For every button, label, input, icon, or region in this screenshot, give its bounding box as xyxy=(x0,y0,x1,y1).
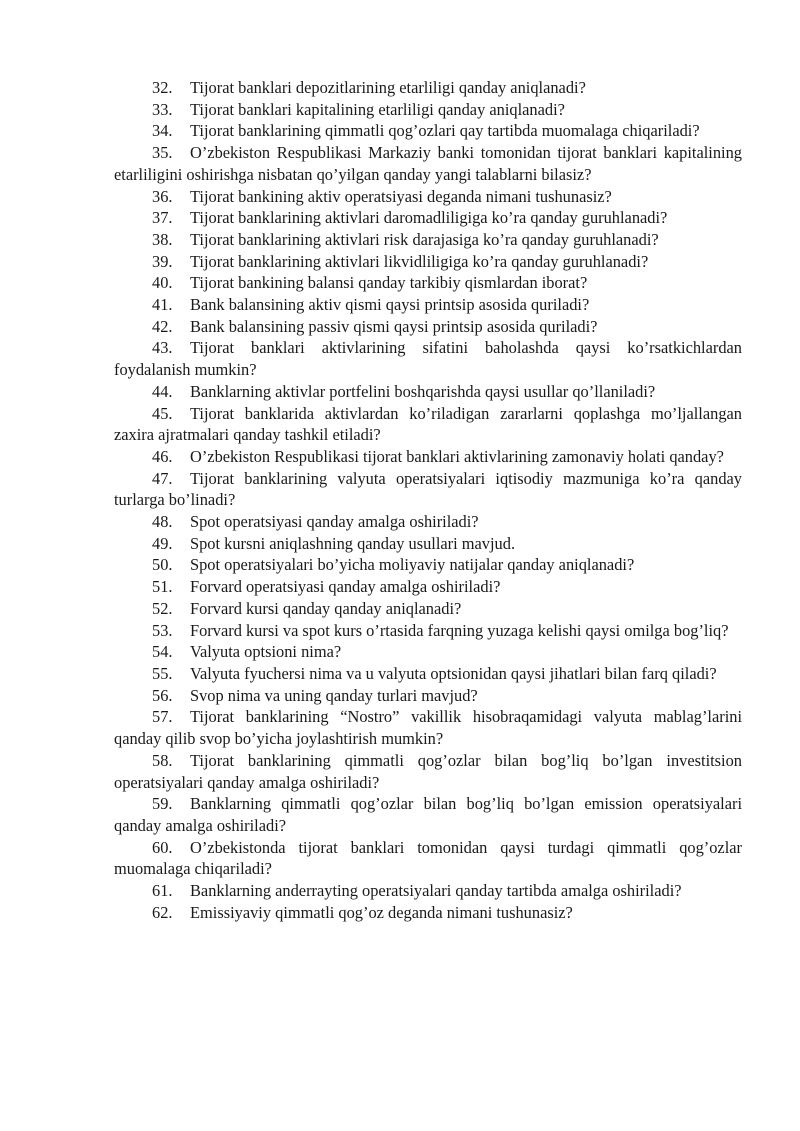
question-item xyxy=(114,793,742,836)
question-number: 47. xyxy=(152,468,173,488)
question-text: Tijorat banklarining aktivlari likvidliligiga ko’ra qanday guruhlanadi? xyxy=(190,251,649,271)
question-item xyxy=(114,446,742,468)
question-item xyxy=(114,120,742,142)
question-number: 62. xyxy=(152,902,173,922)
question-text: Banklarning qimmatli qog’ozlar bilan bog’liq bo’lgan emission operatsiyalari qanday amalga oshiriladi? xyxy=(114,794,742,835)
question-item xyxy=(114,620,742,642)
question-number: 57. xyxy=(152,707,173,727)
question-text: Tijorat banklari kapitalining etarliligi qanday aniqlanadi? xyxy=(190,99,565,119)
question-number: 58. xyxy=(152,750,173,770)
question-number: 56. xyxy=(152,685,173,705)
question-text: Bank balansining passiv qismi qaysi printsip asosida quriladi? xyxy=(190,316,598,336)
question-item xyxy=(114,99,742,121)
question-item xyxy=(114,186,742,208)
question-item xyxy=(114,511,742,533)
question-item xyxy=(114,207,742,229)
question-number: 41. xyxy=(152,295,173,315)
question-number: 61. xyxy=(152,881,173,901)
question-number: 59. xyxy=(152,794,173,814)
question-text: Tijorat banklari depozitlarining etarliligi qanday aniqlanadi? xyxy=(190,78,586,97)
question-item xyxy=(114,337,742,380)
question-number: 49. xyxy=(152,533,173,553)
question-number: 36. xyxy=(152,186,173,206)
question-text: Valyuta optsioni nima? xyxy=(190,642,342,662)
question-item xyxy=(114,880,742,902)
question-number: 34. xyxy=(152,121,173,141)
question-list xyxy=(114,77,742,923)
question-text: Banklarning anderrayting operatsiyalari qanday tartibda amalga oshiriladi? xyxy=(190,881,682,901)
question-item xyxy=(114,576,742,598)
question-text: Emissiyaviy qimmatli qog’oz deganda nimani tushunasiz? xyxy=(190,902,573,922)
question-item xyxy=(114,554,742,576)
question-text: Tijorat banklarining qimmatli qog’ozlar bilan bog’liq bo’lgan investitsion operatsiyalari qanday amalga oshiriladi? xyxy=(114,750,742,792)
question-item xyxy=(114,251,742,273)
question-item xyxy=(114,272,742,294)
question-number: 35. xyxy=(152,143,173,163)
question-item xyxy=(114,663,742,685)
question-text: Bank balansining aktiv qismi qaysi printsip asosida quriladi? xyxy=(190,295,590,315)
question-number: 45. xyxy=(152,403,173,423)
question-number: 60. xyxy=(152,837,173,857)
question-text: Tijorat bankining aktiv operatsiyasi deganda nimani tushunasiz? xyxy=(190,186,612,206)
question-number: 32. xyxy=(152,78,173,97)
question-item xyxy=(114,598,742,620)
question-text: Tijorat banklarining aktivlari risk darajasiga ko’ra qanday guruhlanadi? xyxy=(190,229,659,249)
question-item xyxy=(114,229,742,251)
question-text: Tijorat banklarining valyuta operatsiyalari iqtisodiy mazmuniga ko’ra qanday turlarga bo’linadi? xyxy=(114,468,742,510)
question-item xyxy=(114,533,742,555)
question-item xyxy=(114,381,742,403)
question-item xyxy=(114,403,742,446)
question-item xyxy=(114,77,742,99)
question-text: Tijorat banklarida aktivlardan ko’riladigan zararlarni qoplashga mo’ljallangan zaxira ajratmalari qanday tashkil etiladi? xyxy=(114,403,742,445)
question-item xyxy=(114,706,742,749)
question-number: 38. xyxy=(152,229,173,249)
question-text: Spot kursni aniqlashning qanday usullari mavjud. xyxy=(190,533,516,553)
question-text: Spot operatsiyalari bo’yicha moliyaviy natijalar qanday aniqlanadi? xyxy=(190,555,635,575)
question-text: O’zbekiston Respublikasi tijorat banklari aktivlarining zamonaviy holati qanday? xyxy=(190,446,724,466)
question-number: 42. xyxy=(152,316,173,336)
question-item xyxy=(114,837,742,880)
question-text: Forvard kursi qanday qanday aniqlanadi? xyxy=(190,598,462,618)
question-number: 40. xyxy=(152,273,173,293)
question-number: 50. xyxy=(152,555,173,575)
question-item xyxy=(114,641,742,663)
question-text: Tijorat banklarining aktivlari daromadliligiga ko’ra qanday guruhlanadi? xyxy=(190,208,668,228)
question-text: Tijorat banklarining “Nostro” vakillik hisobraqamidagi valyuta mablag’larini qanday qilib svop bo’yicha joylashtirish mumkin? xyxy=(114,707,742,749)
question-text: Valyuta fyuchersi nima va u valyuta optsionidan qaysi jihatlari bilan farq qiladi? xyxy=(190,663,717,683)
question-number: 52. xyxy=(152,598,173,618)
question-item xyxy=(114,316,742,338)
question-number: 39. xyxy=(152,251,173,271)
question-number: 46. xyxy=(152,446,173,466)
question-text: Forvard operatsiyasi qanday amalga oshiriladi? xyxy=(190,577,501,597)
question-number: 44. xyxy=(152,381,173,401)
question-number: 33. xyxy=(152,99,173,119)
question-text: Banklarning aktivlar portfelini boshqarishda qaysi usullar qo’llaniladi? xyxy=(190,381,656,401)
question-number: 43. xyxy=(152,338,173,358)
question-item xyxy=(114,750,742,793)
question-text: Svop nima va uning qanday turlari mavjud? xyxy=(190,685,478,705)
question-item xyxy=(114,294,742,316)
question-number: 51. xyxy=(152,577,173,597)
question-text: O’zbekistonda tijorat banklari tomonidan qaysi turdagi qimmatli qog’ozlar muomalaga chiqariladi? xyxy=(114,837,742,879)
question-number: 37. xyxy=(152,208,173,228)
question-number: 53. xyxy=(152,620,173,640)
question-text: Tijorat banklari aktivlarining sifatini baholashda qaysi ko’rsatkichlardan foydalanish mumkin? xyxy=(114,338,742,380)
question-text: Forvard kursi va spot kurs o’rtasida farqning yuzaga kelishi qaysi omilga bog’liq? xyxy=(190,620,729,640)
question-text: Tijorat bankining balansi qanday tarkibiy qismlardan iborat? xyxy=(190,273,588,293)
question-text: O’zbekiston Respublikasi Markaziy banki tomonidan tijorat banklari kapitalining etarliligini oshirishga nisbatan qo’yilgan qanday yangi talablarni bilasiz? xyxy=(114,143,742,184)
question-item xyxy=(114,142,742,185)
question-item xyxy=(114,902,742,924)
question-item xyxy=(114,468,742,511)
question-text: Tijorat banklarining qimmatli qog’ozlari qay tartibda muomalaga chiqariladi? xyxy=(190,121,700,141)
question-number: 54. xyxy=(152,642,173,662)
question-text: Spot operatsiyasi qanday amalga oshiriladi? xyxy=(190,512,479,532)
question-number: 55. xyxy=(152,663,173,683)
question-item xyxy=(114,685,742,707)
question-number: 48. xyxy=(152,512,173,532)
